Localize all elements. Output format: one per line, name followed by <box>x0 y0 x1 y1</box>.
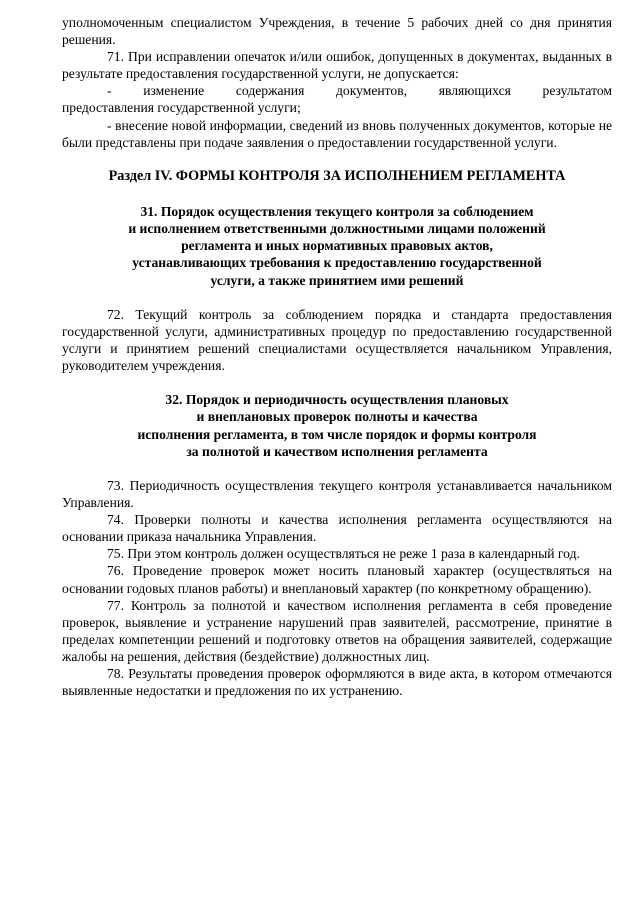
heading-line: 32. Порядок и периодичность осуществления плановых <box>165 392 509 408</box>
paragraph-71: 71. При исправлении опечаток и/или ошибок, допущенных в документах, выданных в результате предоставления государственной услуги, не допускается: <box>62 49 612 82</box>
heading-line: исполнения регламента, в том числе порядок и формы контроля <box>137 426 537 442</box>
list-item-dash-1-line2: предоставления государственной услуги; <box>62 100 301 116</box>
spacer <box>62 460 612 477</box>
heading-line: устанавливающих требования к предоставлению государственной <box>132 255 542 271</box>
paragraph-78: 78. Результаты проведения проверок оформляются в виде акта, в котором отмечаются выявленные недостатки и предложения по их устранению. <box>62 665 612 699</box>
paragraph-76: 76. Проведение проверок может носить плановый характер (осуществляться на основании годовых планов работы) и внеплановый характер (по конкретному обращению). <box>62 563 612 596</box>
paragraph-74: 74. Проверки полноты и качества исполнения регламента осуществляются на основании приказа начальника Управления. <box>62 512 612 545</box>
spacer <box>62 289 612 306</box>
paragraph-continuation: уполномоченным специалистом Учреждения, в течение 5 рабочих дней со дня принятия решения. <box>62 15 612 48</box>
heading-line: и внеплановых проверок полноты и качества <box>196 409 478 425</box>
subsection-heading-32 <box>62 391 612 460</box>
list-item-dash-2: - внесение новой информации, сведений из вновь полученных документов, которые не были представлены при подаче заявления о предоставлении государственной услуги. <box>62 117 612 150</box>
list-item-dash-1-line1: - изменение содержания документов, являющихся результатом <box>107 83 612 99</box>
heading-line: 31. Порядок осуществления текущего контроля за соблюдением <box>140 203 534 219</box>
paragraph-73: 73. Периодичность осуществления текущего контроля устанавливается начальником Управления. <box>62 477 612 511</box>
section-heading-iv: Раздел IV. ФОРМЫ КОНТРОЛЯ ЗА ИСПОЛНЕНИЕМ РЕГЛАМЕНТА <box>108 167 566 184</box>
heading-line: и исполнением ответственными должностными лицами положений <box>128 220 546 236</box>
heading-line: за полнотой и качеством исполнения регламента <box>186 443 488 459</box>
paragraph-72: 72. Текущий контроль за соблюдением порядка и стандарта предоставления государственной услуги, административных процедур по предоставлению государственной услуги и принятием решений специалистами осуществляется начальником Управления, руководителем учреждения. <box>62 306 612 374</box>
subsection-heading-31 <box>62 203 612 289</box>
paragraph-75: 75. При этом контроль должен осуществляться не реже 1 раза в календарный год. <box>107 546 580 562</box>
heading-line: регламента и иных нормативных правовых актов, <box>181 238 493 254</box>
heading-line: услуги, а также принятием ими решений <box>210 272 464 288</box>
document-page <box>62 14 612 699</box>
paragraph-77: 77. Контроль за полнотой и качеством исполнения регламента в себя проведение проверок, выявление и устранение нарушений прав заявителей, рассмотрение, принятие в пределах компетенции решений и подготовку ответов на обращения заявителей, содержащие жалобы на решения, действия (бездействие) должностных лиц. <box>62 597 612 664</box>
